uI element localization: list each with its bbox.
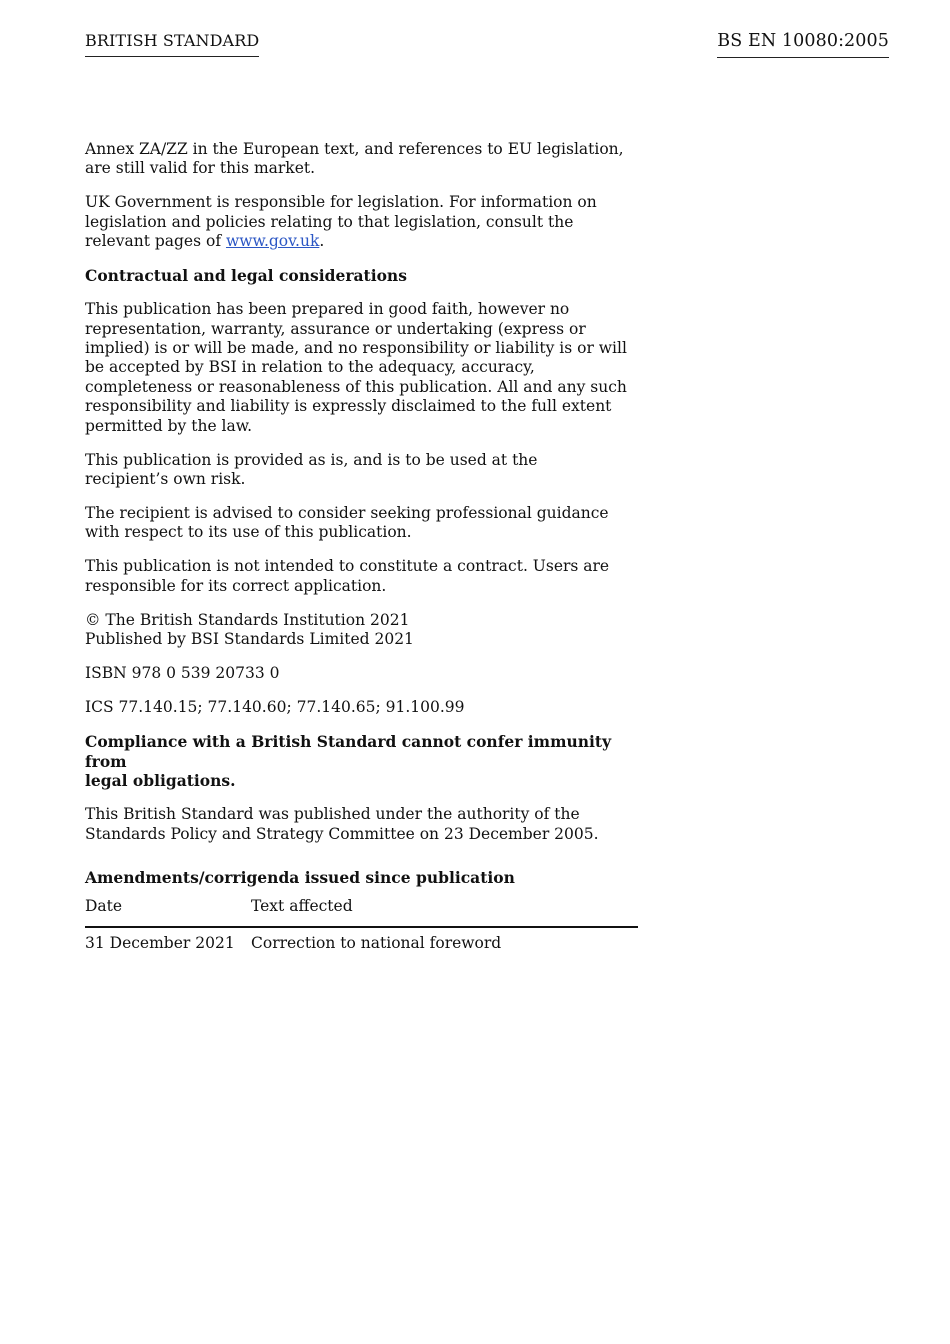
column-header-date: Date xyxy=(85,897,251,926)
authority-line-2: Standards Policy and Strategy Committee on 23 December 2005. xyxy=(85,824,599,843)
contract-paragraph: This publication is not intended to constitute a contract. Users are responsible for its correct application. xyxy=(85,557,610,595)
amendments-header-row xyxy=(85,897,638,926)
ics-codes: ICS 77.140.15; 77.140.60; 77.140.65; 91.100.99 xyxy=(85,698,465,717)
legislation-paragraph xyxy=(85,193,640,251)
as-is-paragraph xyxy=(85,451,640,490)
annex-paragraph: Annex ZA/ZZ in the European text, and references to EU legislation, are still valid for this market. xyxy=(85,140,624,178)
as-is-line-2: recipient’s own risk. xyxy=(85,470,246,489)
amendment-date: 31 December 2021 xyxy=(85,933,235,952)
guidance-paragraph: The recipient is advised to consider seeking professional guidance with respect to its use of this publication. xyxy=(85,504,609,542)
authority-paragraph xyxy=(85,805,640,844)
compliance-line-2: legal obligations. xyxy=(85,771,236,791)
good-faith-paragraph: This publication has been prepared in good faith, however no representation, warranty, assurance or undertaking (express or implied) is or will be made, and no responsibility or liability is or will be accepted by BSI in relation to the adequacy, accuracy, completeness or reasonableness of this publication. All and any such responsibility and liability is expressly disclaimed to the full extent permitted by the law. xyxy=(85,300,627,435)
amendments-heading: Amendments/corrigenda issued since publication xyxy=(85,867,515,887)
table-row xyxy=(85,927,638,953)
isbn: ISBN 978 0 539 20733 0 xyxy=(85,664,280,683)
authority-line-1: This British Standard was published under the authority of the xyxy=(85,805,580,824)
gov-uk-link[interactable]: www.gov.uk xyxy=(225,232,320,251)
copyright-line: © The British Standards Institution 2021 xyxy=(85,610,410,629)
as-is-line-1: This publication is provided as is, and is to be used at the xyxy=(85,450,538,469)
column-header-text-affected: Text affected xyxy=(251,897,638,926)
legislation-end: . xyxy=(319,232,325,251)
compliance-line-1: Compliance with a British Standard cannot confer immunity from xyxy=(85,732,612,771)
amendment-text: Correction to national foreword xyxy=(251,933,502,952)
publisher-line: Published by BSI Standards Limited 2021 xyxy=(85,630,414,649)
contractual-heading: Contractual and legal considerations xyxy=(85,266,407,286)
header-standard-label: BRITISH STANDARD xyxy=(85,31,259,57)
header-standard-number: BS EN 10080:2005 xyxy=(717,31,889,58)
legislation-text: UK Government is responsible for legislation. For information on legislation and policies relating to that legislation, consult the relevant pages of xyxy=(85,193,597,251)
compliance-statement xyxy=(85,732,640,790)
document-body xyxy=(85,140,640,953)
copyright-block xyxy=(85,611,640,650)
amendments-table xyxy=(85,897,638,953)
